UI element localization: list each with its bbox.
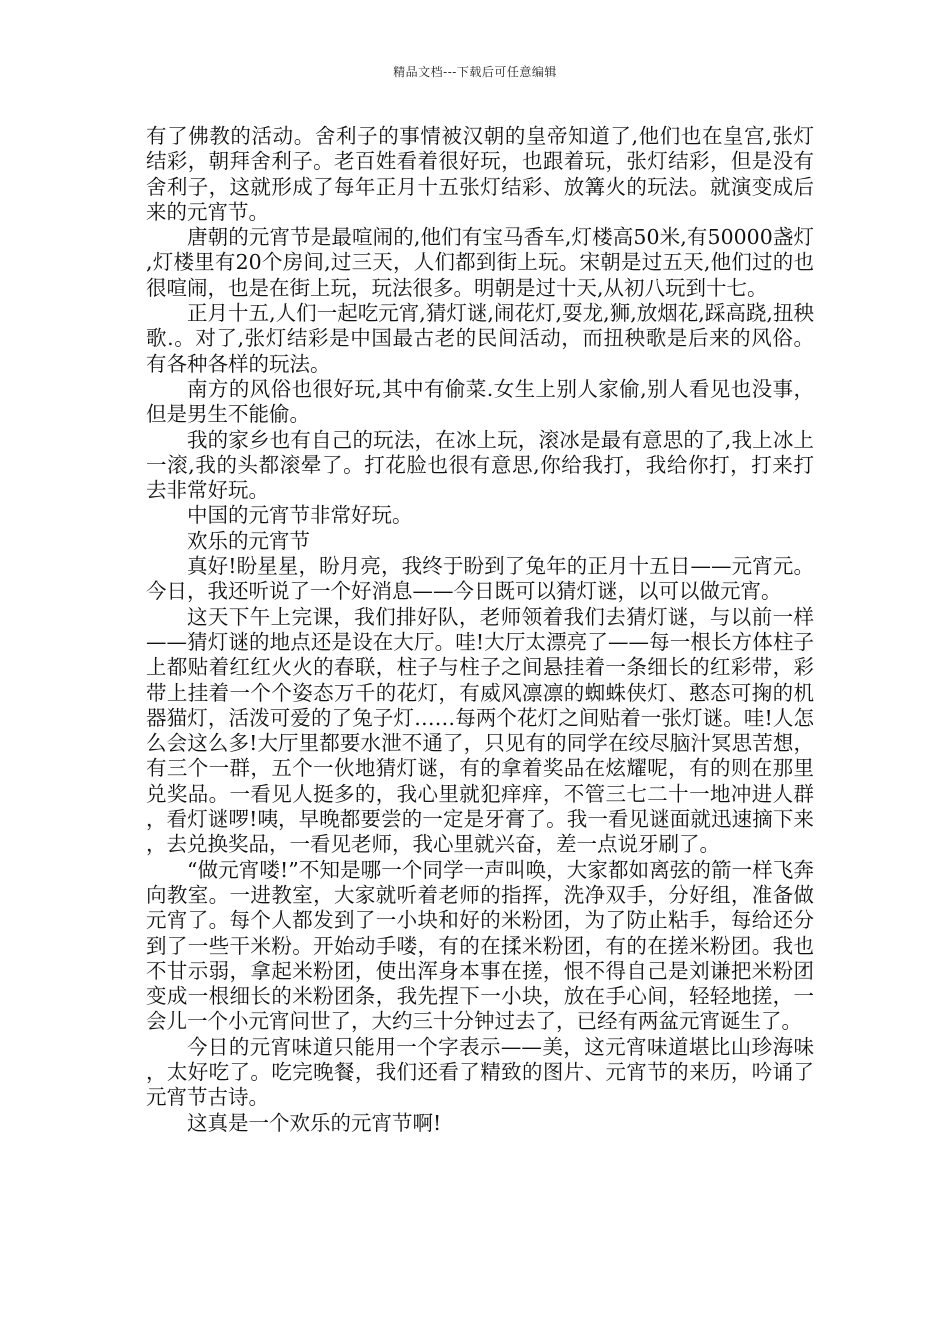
paragraph-southern-custom: 南方的风俗也很好玩,其中有偷菜.女生上别人家偷,别人看见也没事，但是男生不能偷。 — [146, 376, 814, 427]
document-body — [146, 124, 814, 1136]
paragraph-intro: 真好!盼星星，盼月亮，我终于盼到了兔年的正月十五日——元宵元。今日，我还听说了一个好消息——今日既可以猜灯谜，以可以做元宵。 — [146, 554, 814, 604]
paragraph-hometown: 我的家乡也有自己的玩法，在冰上玩，滚冰是最有意思的了,我上冰上一滚,我的头都滚晕了。打花脸也很有意思,你给我打，我给你打，打来打去非常好玩。 — [146, 427, 814, 503]
paragraph-conclusion: 中国的元宵节非常好玩。 — [187, 503, 413, 528]
paragraph-origin-story: 有了佛教的活动。舍利子的事情被汉朝的皇帝知道了,他们也在皇宫,张灯结彩，朝拜舍利子。老百姓看着很好玩，也跟着玩，张灯结彩，但是没有舍利子，这就形成了每年正月十五张灯结彩、放篝火的玩法。就演变成后来的元宵节。 — [146, 124, 814, 224]
paragraph-dynasties: 唐朝的元宵节是最喧闹的,他们有宝马香车,灯楼高50米,有50000盏灯,灯楼里有20个房间,过三天，人们都到街上玩。宋朝是过五天,他们过的也很喧闹，也是在街上玩，玩法很多。明朝是过十天,从初八玩到十七。 — [146, 225, 814, 300]
essay-title: 欢乐的元宵节 — [187, 528, 310, 553]
paragraph-ending: 这真是一个欢乐的元宵节啊! — [187, 1110, 442, 1135]
page-header: 精品文档---下载后可任意编辑 — [393, 65, 557, 79]
paragraph-customs: 正月十五,人们一起吃元宵,猜灯谜,闹花灯,耍龙,狮,放烟花,踩高跷,扭秧歌.。对了,张灯结彩是中国最古老的民间活动，而扭秧歌是后来的风俗。有各种各样的玩法。 — [146, 301, 814, 376]
paragraph-riddles: 这天下午上完课，我们排好队，老师领着我们去猜灯谜，与以前一样——猜灯谜的地点还是设在大厅。哇!大厅太漂亮了——每一根长方体柱子上都贴着红红火火的春联，柱子与柱子之间悬挂着一条细长的红彩带，彩带上挂着一个个姿态万千的花灯，有威风凛凛的蜘蛛侠灯、憨态可掬的机器猫灯，活泼可爱的了兔子灯……每两个花灯之间贴着一张灯谜。哇!人怎么会这么多!大厅里都要水泄不通了，只见有的同学在绞尽脑汁冥思苦想，有三个一群，五个一伙地猜灯谜，有的拿着奖品在炫耀呢，有的则在那里兑奖品。一看见人挺多的，我心里就犯痒痒，不管三七二十一地冲进人群，看灯谜啰!咦，早晚都要尝的一定是牙膏了。我一看见谜面就迅速摘下来，去兑换奖品，一看见老师，我心里就兴奋，差一点说牙刷了。 — [146, 604, 814, 857]
paragraph-taste: 今日的元宵味道只能用一个字表示——美，这元宵味道堪比山珍海味，太好吃了。吃完晚餐，我们还看了精致的图片、元宵节的来历，吟诵了元宵节古诗。 — [146, 1034, 814, 1110]
paragraph-making-yuanxiao: “做元宵喽!”不知是哪一个同学一声叫唤，大家都如离弦的箭一样飞奔向教室。一进教室，大家就听着老师的指挥，洗净双手，分好组，准备做元宵了。每个人都发到了一小块和好的米粉团，为了防止粘手，每给还分到了一些干米粉。开始动手喽，有的在揉米粉团，有的在搓米粉团。我也不甘示弱，拿起米粉团，使出浑身本事在搓，恨不得自己是刘谦把米粉团变成一根细长的米粉团条，我先捏下一小块，放在手心间，轻轻地搓，一会儿一个小元宵问世了，大约三十分钟过去了，已经有两盆元宵诞生了。 — [146, 857, 814, 1034]
